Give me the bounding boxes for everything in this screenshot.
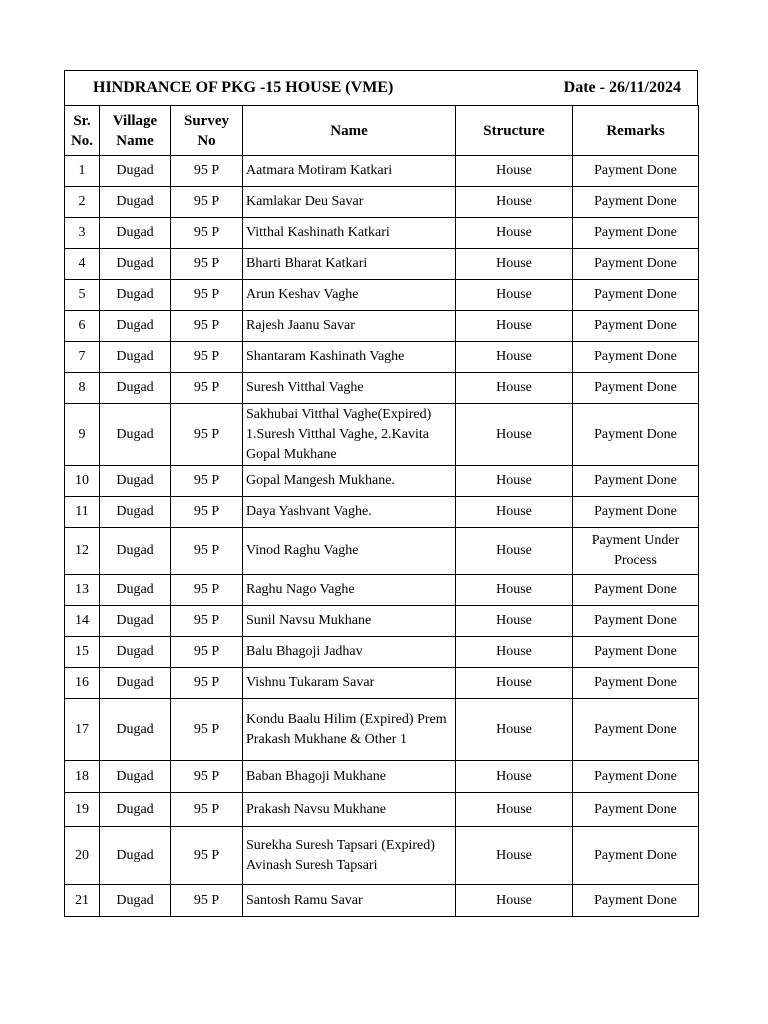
table-row bbox=[65, 497, 699, 528]
hindrance-table bbox=[64, 105, 699, 917]
cell-remarks: Payment Done bbox=[573, 885, 699, 917]
cell-structure: House bbox=[456, 466, 573, 497]
cell-sr: 5 bbox=[65, 280, 100, 311]
col-header-village: Village Name bbox=[100, 106, 171, 156]
cell-structure: House bbox=[456, 187, 573, 218]
cell-structure: House bbox=[456, 280, 573, 311]
cell-village: Dugad bbox=[100, 827, 171, 885]
cell-sr: 8 bbox=[65, 373, 100, 404]
cell-sr: 19 bbox=[65, 793, 100, 827]
cell-survey: 95 P bbox=[171, 156, 243, 187]
table-row bbox=[65, 187, 699, 218]
cell-remarks: Payment Done bbox=[573, 699, 699, 761]
cell-remarks: Payment Done bbox=[573, 793, 699, 827]
cell-sr: 2 bbox=[65, 187, 100, 218]
cell-village: Dugad bbox=[100, 187, 171, 218]
table-row bbox=[65, 311, 699, 342]
cell-survey: 95 P bbox=[171, 827, 243, 885]
cell-survey: 95 P bbox=[171, 699, 243, 761]
cell-sr: 21 bbox=[65, 885, 100, 917]
cell-structure: House bbox=[456, 761, 573, 793]
table-row bbox=[65, 793, 699, 827]
cell-survey: 95 P bbox=[171, 761, 243, 793]
cell-structure: House bbox=[456, 885, 573, 917]
cell-remarks: Payment Done bbox=[573, 575, 699, 606]
cell-village: Dugad bbox=[100, 761, 171, 793]
table-row bbox=[65, 637, 699, 668]
cell-structure: House bbox=[456, 342, 573, 373]
cell-remarks: Payment Done bbox=[573, 637, 699, 668]
table-row bbox=[65, 218, 699, 249]
cell-village: Dugad bbox=[100, 311, 171, 342]
cell-village: Dugad bbox=[100, 218, 171, 249]
cell-village: Dugad bbox=[100, 404, 171, 466]
col-header-name: Name bbox=[243, 106, 456, 156]
cell-sr: 11 bbox=[65, 497, 100, 528]
cell-name: Gopal Mangesh Mukhane. bbox=[243, 466, 456, 497]
cell-name: Kondu Baalu Hilim (Expired) Prem Prakash Mukhane & Other 1 bbox=[243, 699, 456, 761]
cell-remarks: Payment Under Process bbox=[573, 528, 699, 575]
cell-name: Prakash Navsu Mukhane bbox=[243, 793, 456, 827]
cell-survey: 95 P bbox=[171, 793, 243, 827]
cell-sr: 7 bbox=[65, 342, 100, 373]
cell-village: Dugad bbox=[100, 528, 171, 575]
cell-sr: 20 bbox=[65, 827, 100, 885]
cell-village: Dugad bbox=[100, 575, 171, 606]
cell-name: Vinod Raghu Vaghe bbox=[243, 528, 456, 575]
cell-name: Vishnu Tukaram Savar bbox=[243, 668, 456, 699]
cell-village: Dugad bbox=[100, 668, 171, 699]
cell-name: Aatmara Motiram Katkari bbox=[243, 156, 456, 187]
table-row bbox=[65, 466, 699, 497]
cell-sr: 10 bbox=[65, 466, 100, 497]
table-row bbox=[65, 699, 699, 761]
table-row bbox=[65, 827, 699, 885]
cell-remarks: Payment Done bbox=[573, 187, 699, 218]
cell-sr: 4 bbox=[65, 249, 100, 280]
cell-name bbox=[243, 404, 456, 466]
cell-name: Vitthal Kashinath Katkari bbox=[243, 218, 456, 249]
cell-sr: 17 bbox=[65, 699, 100, 761]
table-row bbox=[65, 761, 699, 793]
cell-village: Dugad bbox=[100, 793, 171, 827]
cell-name: Arun Keshav Vaghe bbox=[243, 280, 456, 311]
cell-survey: 95 P bbox=[171, 218, 243, 249]
cell-structure: House bbox=[456, 249, 573, 280]
cell-structure: House bbox=[456, 668, 573, 699]
cell-remarks: Payment Done bbox=[573, 280, 699, 311]
cell-remarks: Payment Done bbox=[573, 249, 699, 280]
cell-name: Daya Yashvant Vaghe. bbox=[243, 497, 456, 528]
table-row bbox=[65, 249, 699, 280]
cell-name: Santosh Ramu Savar bbox=[243, 885, 456, 917]
cell-survey: 95 P bbox=[171, 668, 243, 699]
col-header-sr: Sr. No. bbox=[65, 106, 100, 156]
cell-sr: 1 bbox=[65, 156, 100, 187]
cell-survey: 95 P bbox=[171, 373, 243, 404]
title-row bbox=[64, 70, 698, 105]
cell-village: Dugad bbox=[100, 466, 171, 497]
cell-remarks: Payment Done bbox=[573, 606, 699, 637]
cell-remarks: Payment Done bbox=[573, 668, 699, 699]
cell-name: Kamlakar Deu Savar bbox=[243, 187, 456, 218]
cell-survey: 95 P bbox=[171, 885, 243, 917]
table-row bbox=[65, 575, 699, 606]
document-date: Date - 26/11/2024 bbox=[563, 79, 681, 96]
cell-village: Dugad bbox=[100, 497, 171, 528]
table-row bbox=[65, 668, 699, 699]
cell-survey: 95 P bbox=[171, 311, 243, 342]
cell-remarks: Payment Done bbox=[573, 218, 699, 249]
cell-village: Dugad bbox=[100, 249, 171, 280]
cell-sr: 16 bbox=[65, 668, 100, 699]
cell-structure: House bbox=[456, 404, 573, 466]
cell-sr: 12 bbox=[65, 528, 100, 575]
cell-survey: 95 P bbox=[171, 280, 243, 311]
cell-name: Balu Bhagoji Jadhav bbox=[243, 637, 456, 668]
cell-survey: 95 P bbox=[171, 575, 243, 606]
table-row bbox=[65, 280, 699, 311]
cell-village: Dugad bbox=[100, 885, 171, 917]
table-row bbox=[65, 528, 699, 575]
cell-sr: 6 bbox=[65, 311, 100, 342]
cell-remarks: Payment Done bbox=[573, 311, 699, 342]
cell-remarks: Payment Done bbox=[573, 827, 699, 885]
cell-name: Bharti Bharat Katkari bbox=[243, 249, 456, 280]
cell-sr: 9 bbox=[65, 404, 100, 466]
cell-name: Surekha Suresh Tapsari (Expired) Avinash Suresh Tapsari bbox=[243, 827, 456, 885]
cell-village: Dugad bbox=[100, 280, 171, 311]
cell-structure: House bbox=[456, 311, 573, 342]
cell-survey: 95 P bbox=[171, 466, 243, 497]
col-header-survey: Survey No bbox=[171, 106, 243, 156]
cell-name: Suresh Vitthal Vaghe bbox=[243, 373, 456, 404]
cell-structure: House bbox=[456, 827, 573, 885]
cell-structure: House bbox=[456, 637, 573, 668]
cell-sr: 15 bbox=[65, 637, 100, 668]
cell-sr: 18 bbox=[65, 761, 100, 793]
hindrance-sheet bbox=[64, 70, 698, 917]
col-header-structure: Structure bbox=[456, 106, 573, 156]
cell-remarks: Payment Done bbox=[573, 342, 699, 373]
cell-structure: House bbox=[456, 528, 573, 575]
cell-structure: House bbox=[456, 373, 573, 404]
cell-village: Dugad bbox=[100, 699, 171, 761]
cell-survey: 95 P bbox=[171, 404, 243, 466]
cell-remarks: Payment Done bbox=[573, 156, 699, 187]
cell-name-text: Sakhubai Vitthal Vaghe(Expired) 1.Suresh Vitthal Vaghe, 2.Kavita Gopal Mukhane bbox=[246, 406, 432, 462]
cell-structure: House bbox=[456, 218, 573, 249]
cell-survey: 95 P bbox=[171, 606, 243, 637]
cell-survey: 95 P bbox=[171, 187, 243, 218]
cell-remarks: Payment Done bbox=[573, 466, 699, 497]
cell-village: Dugad bbox=[100, 637, 171, 668]
cell-structure: House bbox=[456, 793, 573, 827]
table-row bbox=[65, 373, 699, 404]
cell-survey: 95 P bbox=[171, 528, 243, 575]
cell-structure: House bbox=[456, 156, 573, 187]
cell-structure: House bbox=[456, 699, 573, 761]
cell-remarks: Payment Done bbox=[573, 761, 699, 793]
table-row bbox=[65, 404, 699, 466]
cell-sr: 14 bbox=[65, 606, 100, 637]
table-row bbox=[65, 606, 699, 637]
cell-remarks: Payment Done bbox=[573, 404, 699, 466]
cell-survey: 95 P bbox=[171, 497, 243, 528]
cell-name: Shantaram Kashinath Vaghe bbox=[243, 342, 456, 373]
table-row bbox=[65, 156, 699, 187]
cell-village: Dugad bbox=[100, 606, 171, 637]
table-header-row bbox=[65, 106, 699, 156]
cell-name: Raghu Nago Vaghe bbox=[243, 575, 456, 606]
cell-village: Dugad bbox=[100, 156, 171, 187]
table-row bbox=[65, 342, 699, 373]
cell-survey: 95 P bbox=[171, 249, 243, 280]
cell-name: Baban Bhagoji Mukhane bbox=[243, 761, 456, 793]
table-row bbox=[65, 885, 699, 917]
cell-name: Sunil Navsu Mukhane bbox=[243, 606, 456, 637]
cell-sr: 3 bbox=[65, 218, 100, 249]
col-header-remarks: Remarks bbox=[573, 106, 699, 156]
cell-village: Dugad bbox=[100, 373, 171, 404]
document-title: HINDRANCE OF PKG -15 HOUSE (VME) bbox=[93, 79, 394, 96]
cell-structure: House bbox=[456, 575, 573, 606]
cell-village: Dugad bbox=[100, 342, 171, 373]
cell-structure: House bbox=[456, 606, 573, 637]
cell-survey: 95 P bbox=[171, 342, 243, 373]
cell-sr: 13 bbox=[65, 575, 100, 606]
cell-survey: 95 P bbox=[171, 637, 243, 668]
cell-structure: House bbox=[456, 497, 573, 528]
cell-name: Rajesh Jaanu Savar bbox=[243, 311, 456, 342]
cell-remarks: Payment Done bbox=[573, 373, 699, 404]
cell-remarks: Payment Done bbox=[573, 497, 699, 528]
